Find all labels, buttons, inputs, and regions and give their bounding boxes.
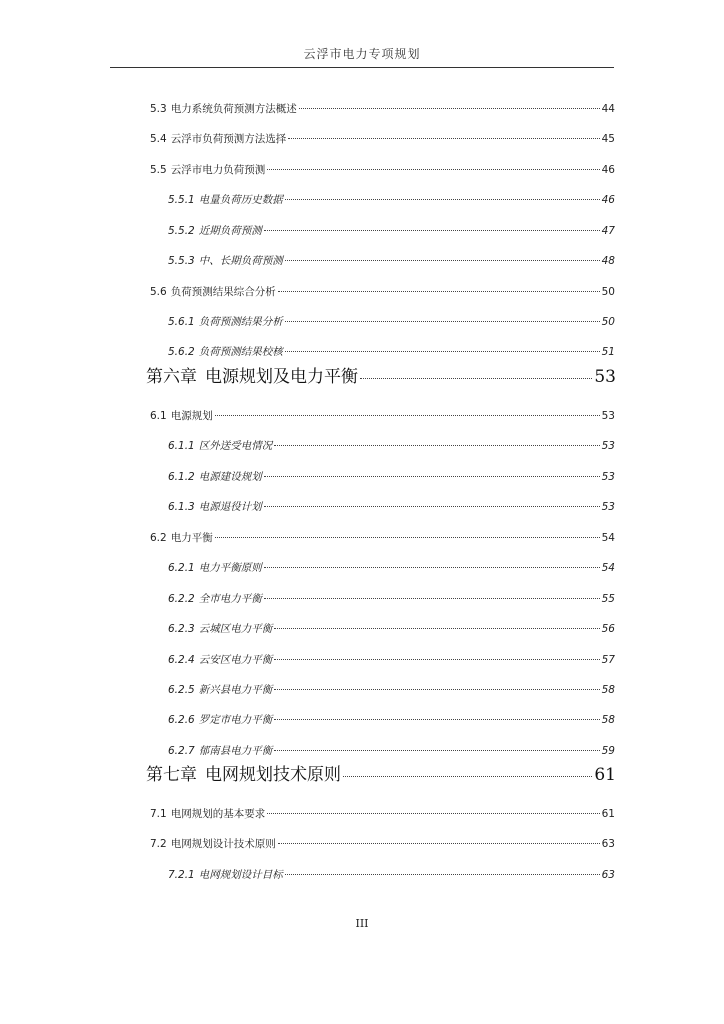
toc-entry-number: 5.6.2 [168,346,195,358]
toc-entry-number: 6.1.2 [168,471,195,483]
toc-entry-page: 46 [601,164,615,176]
toc-leader-dots [285,874,600,875]
toc-leader-dots [267,169,599,170]
toc-entry-page: 55 [601,593,615,605]
toc-leader-dots [285,260,600,261]
toc-entry[interactable] [168,560,615,575]
toc-entry[interactable] [150,836,615,851]
toc-entry-title: 云浮市电力负荷预测 [170,164,266,176]
toc-entry-page: 58 [601,714,615,726]
toc-entry-title: 电网规划设计技术原则 [170,838,276,850]
toc-entry-page: 48 [601,255,615,267]
toc-entry-number: 6.1.1 [168,440,195,452]
toc-entry-number: 6.2.7 [168,745,195,757]
toc-chapter-title: 电源规划及电力平衡 [205,367,358,387]
toc-leader-dots [264,476,600,477]
toc-entry-title: 云安区电力平衡 [198,654,273,666]
toc-leader-dots [274,445,599,446]
toc-entry-title: 负荷预测结果校核 [198,346,283,358]
toc-entry[interactable] [168,652,615,667]
toc-entry-page: 46 [601,194,615,206]
toc-entry-number: 6.2.1 [168,562,195,574]
page-number: III [355,917,369,930]
toc-entry[interactable] [168,192,615,207]
toc-leader-dots [264,506,600,507]
toc-entry-number: 6.1.3 [168,501,195,513]
toc-entry-title: 中、长期负荷预测 [198,255,283,267]
toc-leader-dots [274,689,599,690]
toc-entry-number: 5.4 [150,133,167,145]
header-title: 云浮市电力专项规划 [303,47,421,61]
toc-entry-page: 54 [601,562,615,574]
toc-entry-title: 电源规划 [170,410,213,422]
toc-leader-dots [264,598,600,599]
toc-entry-page: 59 [601,745,615,757]
toc-entry[interactable] [168,223,615,238]
toc-leader-dots [274,628,599,629]
toc-entry-number: 6.1 [150,410,167,422]
toc-entry[interactable] [150,101,615,116]
toc-entry[interactable] [168,344,615,359]
toc-entry-title: 区外送受电情况 [198,440,273,452]
toc-entry-number: 5.5.1 [168,194,195,206]
toc-entry-number: 6.2 [150,532,167,544]
toc-leader-dots [215,415,600,416]
toc-entry[interactable] [168,253,615,268]
toc-entry[interactable] [168,591,615,606]
toc-entry-number: 5.6.1 [168,316,195,328]
toc-entry-number: 5.5 [150,164,167,176]
toc-entry-page: 53 [601,471,615,483]
toc-entry-title: 电源退役计划 [198,501,262,513]
toc-entry-title: 近期负荷预测 [198,225,262,237]
toc-entry-title: 全市电力平衡 [198,593,262,605]
toc-entry-number: 6.2.6 [168,714,195,726]
toc-entry-title: 新兴县电力平衡 [198,684,273,696]
toc-chapter-number: 第七章 [146,765,197,785]
toc-leader-dots [274,719,599,720]
toc-entry-page: 58 [601,684,615,696]
toc-entry-page: 45 [601,133,615,145]
toc-entry-page: 50 [601,286,615,298]
toc-entry-page: 53 [601,440,615,452]
toc-entry[interactable] [168,314,615,329]
toc-leader-dots [278,291,600,292]
toc-entry-title: 云城区电力平衡 [198,623,273,635]
toc-chapter-entry[interactable] [146,362,616,387]
toc-leader-dots [285,351,600,352]
toc-chapter-page: 53 [594,367,616,387]
toc-entry-page: 57 [601,654,615,666]
toc-entry-title: 负荷预测结果分析 [198,316,283,328]
toc-entry-number: 7.2 [150,838,167,850]
toc-entry-number: 6.2.3 [168,623,195,635]
toc-entry[interactable] [168,712,615,727]
toc-leader-dots [264,567,600,568]
toc-entry[interactable] [150,806,615,821]
toc-leader-dots [288,138,599,139]
toc-leader-dots [278,843,600,844]
toc-entry-number: 6.2.4 [168,654,195,666]
toc-entry[interactable] [168,743,615,758]
toc-entry-number: 6.2.5 [168,684,195,696]
toc-leader-dots [215,537,600,538]
toc-leader-dots [343,776,592,777]
toc-entry-page: 54 [601,532,615,544]
toc-entry-number: 7.2.1 [168,869,195,881]
toc-entry-page: 53 [601,410,615,422]
toc-leader-dots [264,230,600,231]
toc-entry-title: 电力平衡 [170,532,213,544]
toc-entry-title: 罗定市电力平衡 [198,714,273,726]
toc-entry-page: 50 [601,316,615,328]
toc-entry-title: 云浮市负荷预测方法选择 [170,133,287,145]
toc-entry-title: 郁南县电力平衡 [198,745,273,757]
toc-entry-number: 5.5.3 [168,255,195,267]
toc-entry[interactable] [168,499,615,514]
toc-entry-page: 51 [601,346,615,358]
toc-entry-number: 6.2.2 [168,593,195,605]
toc-chapter-title: 电网规划技术原则 [205,765,341,785]
toc-entry[interactable] [150,131,615,146]
toc-leader-dots [285,321,600,322]
toc-entry[interactable] [168,867,615,882]
toc-entry[interactable] [168,682,615,697]
toc-entry-page: 44 [601,103,615,115]
toc-entry-title: 电网规划设计目标 [198,869,283,881]
toc-entry-page: 47 [601,225,615,237]
toc-entry-page: 63 [601,869,615,881]
toc-entry-title: 电力系统负荷预测方法概述 [170,103,297,115]
toc-entry-title: 负荷预测结果综合分析 [170,286,276,298]
toc-entry[interactable] [168,438,615,453]
toc-leader-dots [274,659,599,660]
toc-leader-dots [299,108,600,109]
toc-entry-title: 电网规划的基本要求 [170,808,266,820]
toc-chapter-number: 第六章 [146,367,197,387]
toc-entry[interactable] [150,284,615,299]
toc-entry-number: 5.3 [150,103,167,115]
toc-entry[interactable] [150,162,615,177]
toc-entry[interactable] [168,469,615,484]
toc-leader-dots [267,813,599,814]
toc-entry-page: 63 [601,838,615,850]
toc-entry[interactable] [150,530,615,545]
toc-entry-title: 电源建设规划 [198,471,262,483]
toc-entry-number: 5.6 [150,286,167,298]
toc-leader-dots [285,199,600,200]
toc-chapter-page: 61 [594,765,616,785]
toc-entry-number: 7.1 [150,808,167,820]
toc-entry[interactable] [168,621,615,636]
toc-entry-title: 电量负荷历史数据 [198,194,283,206]
toc-entry-page: 61 [601,808,615,820]
toc-leader-dots [360,378,592,379]
toc-entry[interactable] [150,408,615,423]
page-number-footer [0,917,724,930]
toc-entry-page: 56 [601,623,615,635]
toc-entry-page: 53 [601,501,615,513]
toc-entry-title: 电力平衡原则 [198,562,262,574]
toc-leader-dots [274,750,599,751]
toc-entry-number: 5.5.2 [168,225,195,237]
toc-chapter-entry[interactable] [146,760,616,785]
